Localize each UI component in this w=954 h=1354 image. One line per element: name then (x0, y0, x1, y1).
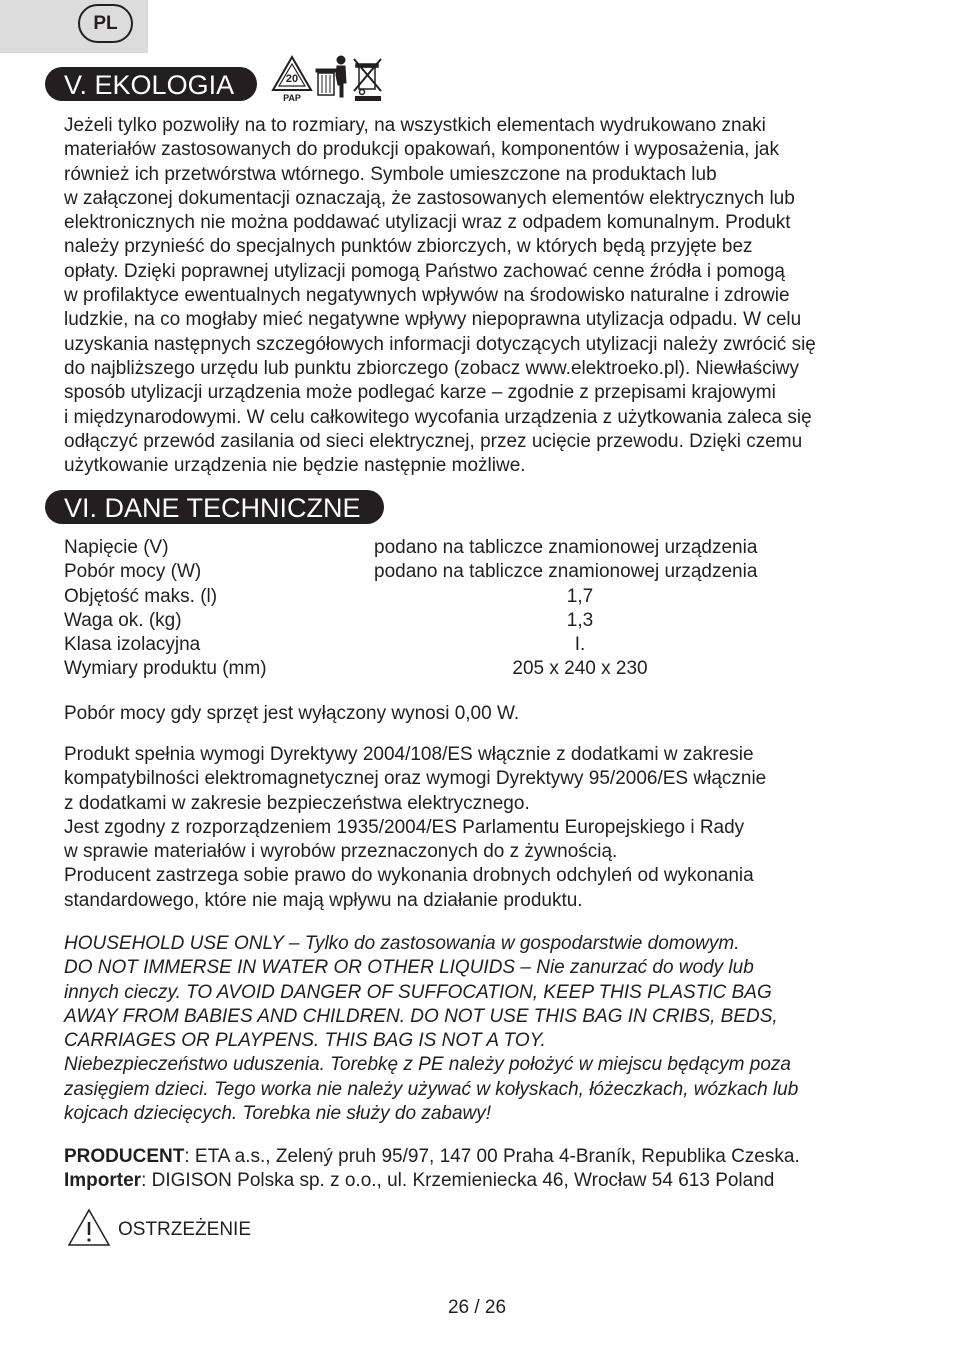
text-line: ludzkie, na co mogłaby mieć negatywne wpływy niepoprawna utylizacja odpadu. W celu (64, 309, 802, 331)
spec-value: podano na tabliczce znamionowej urządzenia (374, 537, 758, 558)
spec-label: Pobór mocy (W) (64, 561, 202, 583)
spec-value: 1,3 (566, 609, 594, 631)
text-line: Niebezpieczeństwo uduszenia. Torebkę z PE należy położyć w miejscu będącym poza (64, 1054, 791, 1076)
spec-label: Napięcie (V) (64, 537, 169, 558)
ecology-paragraph (64, 114, 816, 478)
spec-row (64, 633, 864, 657)
text-line: uzyskania następnych szczegółowych informacji dotyczących utylizacji należy zwrócić się (64, 333, 816, 355)
recycle-code: PAP (283, 93, 301, 103)
spec-label: Wymiary produktu (mm) (64, 658, 267, 680)
spec-row (64, 536, 864, 560)
text-line: HOUSEHOLD USE ONLY – Tylko do zastosowania w gospodarstwie domowym. (64, 933, 740, 954)
text-line: sposób utylizacji urządzenia może podlegać karze – zgodnie z przepisami krajowymi (64, 382, 776, 404)
page-number: 26 / 26 (447, 1297, 507, 1318)
spec-value: 205 x 240 x 230 (512, 658, 648, 680)
importer-line (64, 1169, 800, 1193)
safety-warning-paragraph (64, 932, 798, 1126)
text-line: i międzynarodowymi. W celu całkowitego wycofania urządzenia z użytkowania zaleca się (64, 406, 812, 428)
caution-label: OSTRZEŻENIE (118, 1219, 252, 1240)
producer-line (64, 1145, 800, 1169)
text-line: należy przynieść do specjalnych punktów zbiorczych, w których będą przyjęte bez (64, 236, 753, 258)
text-line: również ich przetwórstwa wtórnego. Symbole umieszczone na produktach lub (64, 163, 717, 185)
section-heading-ecology: V. EKOLOGIA (45, 67, 257, 101)
section-heading-technical-data: VI. DANE TECHNICZNE (45, 490, 384, 524)
language-tab (0, 0, 148, 53)
spec-row (64, 560, 864, 584)
text-line: Producent zastrzega sobie prawo do wykonania drobnych odchyleń od wykonania (64, 865, 754, 887)
spec-row (64, 609, 864, 633)
text-line: materiałów zastosowanych do produkcji opakowań, komponentów i wyposażenia, jak (64, 139, 779, 161)
text-line: AWAY FROM BABIES AND CHILDREN. DO NOT USE THIS BAG IN CRIBS, BEDS, (64, 1005, 778, 1027)
text-line: standardowego, które nie mają wpływu na działanie produktu. (64, 889, 583, 911)
standby-power-text: Pobór mocy gdy sprzęt jest wyłączony wynosi 0,00 W. (64, 703, 520, 724)
language-badge: PL (78, 4, 133, 43)
importer-label: Importer (64, 1170, 142, 1192)
text-line: w profilaktyce ewentualnych negatywnych wpływów na środowisko naturalne i zdrowie (64, 285, 790, 307)
text-line: innych cieczy. TO AVOID DANGER OF SUFFOCATION, KEEP THIS PLASTIC BAG (64, 981, 772, 1003)
text-line: odłączyć przewód zasilania od sieci elektrycznej, przez ucięcie przewodu. Dzięki czemu (64, 430, 803, 452)
text-line: kompatybilności elektromagnetycznej oraz wymogi Dyrektywy 95/2006/ES włącznie (64, 768, 767, 790)
crossed-bin-icon (354, 59, 381, 101)
directive-paragraph (64, 743, 766, 913)
text-line: z dodatkami w zakresie bezpieczeństwa elektrycznego. (64, 792, 530, 814)
text-line: Jest zgodny z rozporządzeniem 1935/2004/ES Parlamentu Europejskiego i Rady (64, 816, 745, 838)
spec-value: I. (574, 634, 586, 656)
warning-triangle-icon (67, 1208, 111, 1253)
text-line: w załączonej dokumentacji oznaczają, że zastosowanych elementów elektrycznych lub (64, 187, 795, 209)
importer-text: : DIGISON Polska sp. z o.o., ul. Krzemieniecka 46, Wrocław 54 613 Poland (141, 1170, 775, 1192)
spec-value: podano na tabliczce znamionowej urządzenia (374, 561, 758, 583)
text-line: opłaty. Dzięki poprawnej utylizacji pomogą Państwo zachować cenne źródła i pomogą (64, 260, 785, 282)
text-line: użytkowanie urządzenia nie będzie następnie możliwe. (64, 455, 526, 477)
recycle-number: 20 (285, 73, 299, 85)
text-line: zasięgiem dzieci. Tego worka nie należy używać w kołyskach, łóżeczkach, wózkach lub (64, 1078, 799, 1100)
spec-row (64, 657, 864, 681)
spec-label: Objętość maks. (l) (64, 585, 218, 607)
spec-row (64, 585, 864, 609)
spec-label: Klasa izolacyjna (64, 634, 201, 656)
eco-icons (270, 55, 390, 110)
producer-text: : ETA a.s., Zelený pruh 95/97, 147 00 Praha 4-Braník, Republika Czeska. (184, 1146, 800, 1167)
technical-specs-table (64, 536, 864, 682)
text-line: Produkt spełnia wymogi Dyrektywy 2004/108/ES włącznie z dodatkami w zakresie (64, 744, 754, 765)
text-line: elektronicznych nie można poddawać utylizacji wraz z odpadem komunalnym. Produkt (64, 212, 791, 234)
producer-label: PRODUCENT (64, 1146, 185, 1167)
text-line: w sprawie materiałów i wyrobów przeznaczonych do z żywnością. (64, 841, 618, 863)
text-line: DO NOT IMMERSE IN WATER OR OTHER LIQUIDS – Nie zanurzać do wody lub (64, 957, 754, 979)
text-line: do najbliższego urzędu lub punktu zbiorczego (zobacz www.elektroeko.pl). Niewłaściwy (64, 357, 800, 379)
waste-bin-person-icon (316, 56, 346, 97)
spec-value: 1,7 (566, 585, 594, 607)
text-line: Jeżeli tylko pozwoliły na to rozmiary, na wszystkich elementach wydrukowano znaki (64, 115, 766, 136)
spec-label: Waga ok. (kg) (64, 609, 182, 631)
text-line: kojcach dziecięcych. Torebka nie służy do zabawy! (64, 1103, 492, 1125)
text-line: CARRIAGES OR PLAYPENS. THIS BAG IS NOT A TOY. (64, 1030, 546, 1052)
producer-info (64, 1145, 800, 1194)
